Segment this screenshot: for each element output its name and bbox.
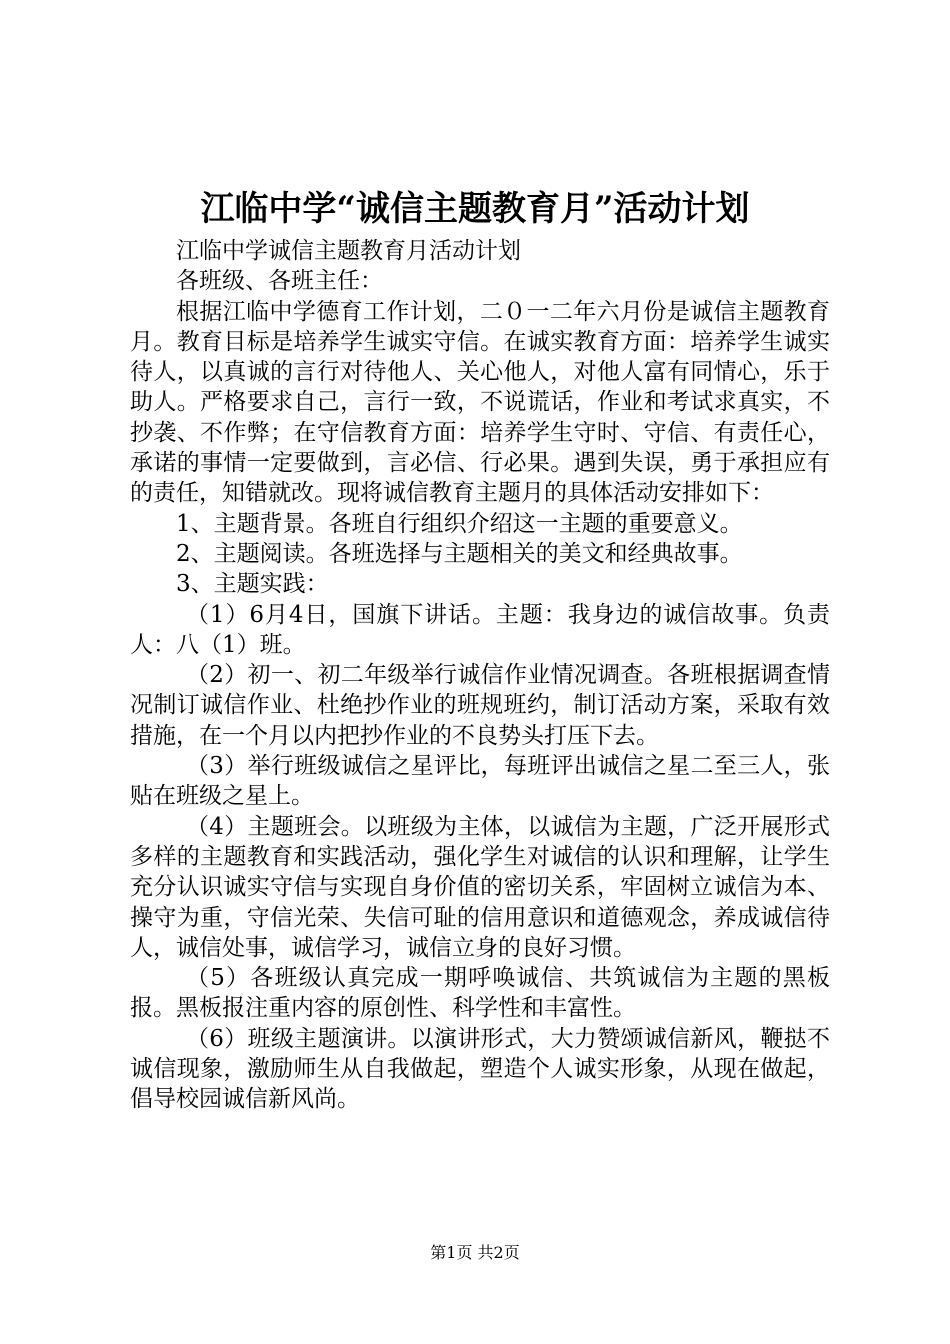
document-body xyxy=(130,236,830,1115)
item-1-paragraph: 1、主题背景。各班自行组织介绍这一主题的重要意义。 xyxy=(176,510,743,537)
salutation-paragraph: 各班级、各班主任： xyxy=(176,268,383,295)
subitem-4-paragraph: （4）主题班会。以班级为主体，以诚信为主题，广泛开展形式多样的主题教育和实践活动，强化学生对诚信的认识和理解，让学生充分认识诚实守信与实现自身价值的密切关系，牢固树立诚信为本、操守为重，守信光荣、失信可耻的信用意识和道德观念，养成诚信待人，诚信处事，诚信学习，诚信立身的良好习惯。 xyxy=(130,813,830,961)
subitem-2-paragraph: （2）初一、初二年级举行诚信作业情况调查。各班根据调查情况制订诚信作业、杜绝抄作业的班规班约，制订活动方案，采取有效措施，在一个月以内把抄作业的不良势头打压下去。 xyxy=(130,662,830,749)
subitem-3-paragraph: （3）举行班级诚信之星评比，每班评出诚信之星二至三人，张贴在班级之星上。 xyxy=(130,753,830,810)
subitem-1-paragraph: （1）6月4日，国旗下讲话。主题：我身边的诚信故事。负责人：八（1）班。 xyxy=(130,601,830,658)
subitem-5-paragraph: （5）各班级认真完成一期呼唤诚信、共筑诚信为主题的黑板报。黑板报注重内容的原创性、科学性和丰富性。 xyxy=(130,965,830,1022)
item-2-paragraph: 2、主题阅读。各班选择与主题相关的美文和经典故事。 xyxy=(176,540,743,567)
page-number-footer: 第1页 共2页 xyxy=(430,1243,520,1262)
item-3-paragraph: 3、主题实践： xyxy=(176,571,329,598)
subtitle-paragraph: 江临中学诚信主题教育月活动计划 xyxy=(176,238,521,264)
document-title: 江临中学“诚信主题教育月”活动计划 xyxy=(200,189,750,229)
subitem-6-paragraph: （6）班级主题演讲。以演讲形式，大力赞颂诚信新风，鞭挞不诚信现象，激励师生从自我做起，塑造个人诚实形象，从现在做起，倡导校园诚信新风尚。 xyxy=(130,1025,830,1113)
intro-paragraph: 根据江临中学德育工作计划，二０一二年六月份是诚信主题教育月。教育目标是培养学生诚实守信。在诚实教育方面：培养学生诚实待人，以真诚的言行对待他人、关心他人，对他人富有同情心，乐于助人。严格要求自己，言行一致，不说谎话，作业和考试求真实，不抄袭、不作弊；在守信教育方面：培养学生守时、守信、有责任心，承诺的事情一定要做到，言必信、行必果。遇到失误，勇于承担应有的责任，知错就改。现将诚信教育主题月的具体活动安排如下： xyxy=(130,298,830,507)
